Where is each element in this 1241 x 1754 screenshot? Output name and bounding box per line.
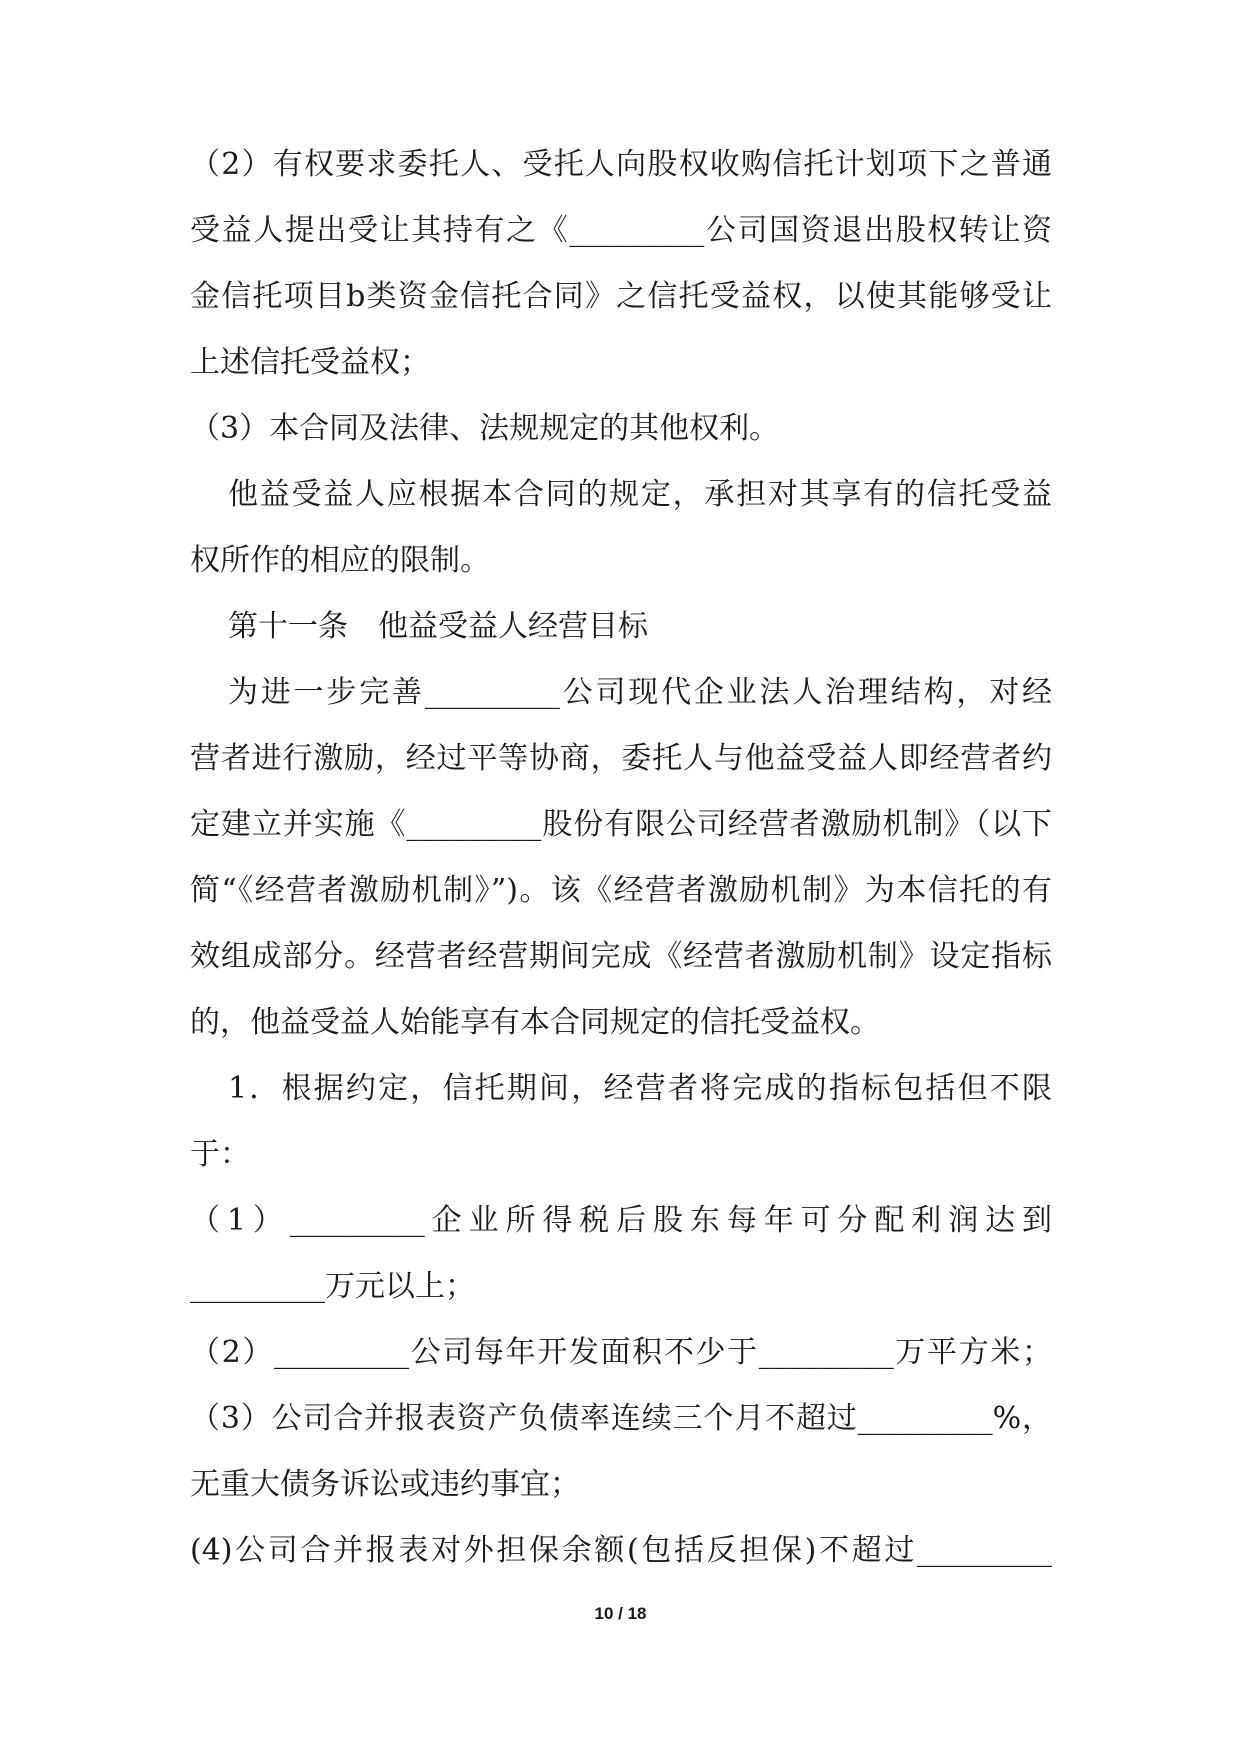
- text-line: 于：: [190, 1137, 250, 1172]
- text-line: 定建立并实施《_________股份有限公司经营者激励机制》（以下: [190, 807, 1052, 842]
- text-line: 简“《经营者激励机制》”)。该《经营者激励机制》为本信托的有: [190, 873, 1052, 908]
- text-line: （2）有权要求委托人、受托人向股权收购信托计划项下之普通: [190, 147, 1052, 182]
- document-body: [190, 147, 1052, 1568]
- page-number: 10 / 18: [594, 1604, 647, 1623]
- text-line: 1．根据约定，信托期间，经营者将完成的指标包括但不限: [228, 1071, 1052, 1106]
- text-line: 金信托项目b类资金信托合同》之信托受益权，以使其能够受让: [190, 279, 1052, 314]
- text-line: （2）_________公司每年开发面积不少于_________万平方米；: [190, 1335, 1052, 1370]
- text-line: 受益人提出受让其持有之《_________公司国资退出股权转让资: [190, 213, 1052, 248]
- text-line: 的，他益受益人始能享有本合同规定的信托受益权。: [190, 1005, 880, 1040]
- text-line: _________万元以上；: [190, 1269, 475, 1304]
- text-line: 营者进行激励，经过平等协商，委托人与他益受益人即经营者约: [190, 741, 1052, 776]
- text-line: (4)公司合并报表对外担保余额(包括反担保)不超过_________: [190, 1533, 1052, 1568]
- text-line: 为进一步完善_________公司现代企业法人治理结构，对经: [228, 675, 1052, 710]
- text-line: 无重大债务诉讼或违约事宜；: [190, 1467, 580, 1502]
- text-line: （3）本合同及法律、法规规定的其他权利。: [190, 411, 780, 446]
- text-line: 上述信托受益权；: [190, 345, 430, 380]
- text-line: （1）_________企业所得税后股东每年可分配利润达到: [190, 1203, 1052, 1238]
- text-line: 他益受益人应根据本合同的规定，承担对其享有的信托受益: [228, 477, 1052, 512]
- text-line: 效组成部分。经营者经营期间完成《经营者激励机制》设定指标: [190, 939, 1052, 974]
- text-line: （3）公司合并报表资产负债率连续三个月不超过_________%，: [190, 1401, 1052, 1436]
- text-line: 权所作的相应的限制。: [190, 543, 490, 578]
- section-heading: 第十一条 他益受益人经营目标: [228, 609, 648, 644]
